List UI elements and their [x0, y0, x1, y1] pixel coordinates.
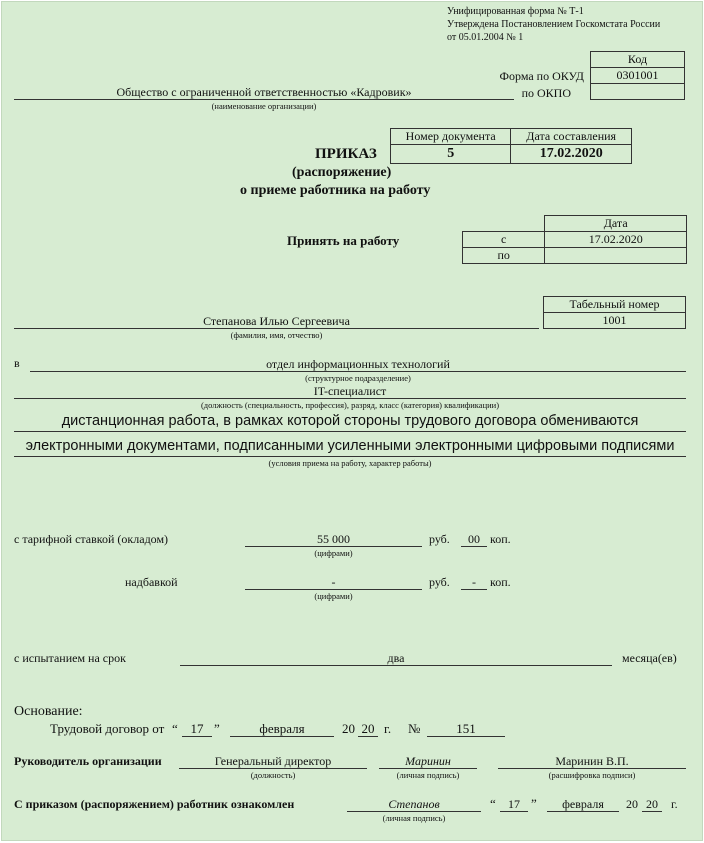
conditions-line1-rule [14, 431, 686, 432]
form-reference-line3: от 05.01.2004 № 1 [447, 32, 524, 43]
contract-month: февраля [259, 721, 305, 736]
contract-quote-close: ” [214, 721, 220, 736]
hire-to-label: по [463, 248, 545, 264]
manager-name-line [498, 768, 686, 769]
doc-title-desc: о приеме работника на работу [240, 183, 431, 198]
employee-name-line [14, 328, 539, 329]
doc-number: 5 [391, 145, 511, 164]
contract-number-line [427, 736, 505, 737]
department-line [30, 371, 686, 372]
contract-year-suffix: г. [384, 721, 392, 736]
document-table [390, 128, 632, 164]
code-header: Код [591, 52, 685, 68]
acknowledge-signature-caption: (личная подпись) [382, 813, 446, 823]
okpo-value [591, 84, 685, 100]
order-form-t1 [1, 1, 703, 841]
bonus-kop-value: - [472, 575, 476, 589]
form-reference [447, 5, 660, 44]
ack-quote-close: ” [531, 796, 537, 811]
hire-dates-corner [463, 216, 545, 232]
rate-label: с тарифной ставкой (окладом) [14, 532, 169, 546]
ack-month: февраля [562, 797, 604, 811]
acknowledge-label: С приказом (распоряжением) работник ознакомлен [14, 797, 295, 811]
codes-table [590, 51, 685, 100]
contract-year-prefix: 20 [342, 721, 355, 736]
rate-rub: руб. [429, 532, 450, 546]
bonus-kop: коп. [490, 575, 511, 589]
bonus-caption: (цифрами) [314, 591, 353, 601]
bonus-rub: руб. [429, 575, 450, 589]
probation-line [180, 665, 612, 666]
position-line [14, 398, 686, 399]
form-reference-line2: Утверждена Постановлением Госкомстата России [447, 19, 661, 30]
ack-day: 17 [508, 797, 520, 811]
hire-date-header: Дата [545, 216, 687, 232]
manager-position-line [179, 768, 367, 769]
manager-signature-caption: (личная подпись) [396, 770, 460, 780]
okpo-label: по ОКПО [521, 86, 571, 100]
department-caption: (структурное подразделение) [305, 373, 411, 383]
bonus-line [245, 589, 422, 590]
okud-label: Форма по ОКУД [499, 69, 584, 83]
manager-label: Руководитель организации [14, 754, 162, 768]
organization-name: Общество с ограниченной ответственностью «Кадровик» [116, 85, 412, 99]
ack-year-line [642, 811, 662, 812]
ack-year-prefix: 20 [626, 797, 638, 811]
okud-value: 0301001 [591, 68, 685, 84]
manager-signature: Маринин [405, 754, 451, 768]
rate-kop-value: 00 [468, 532, 480, 546]
hire-from-value: 17.02.2020 [545, 232, 687, 248]
organization-caption: (наименование организации) [211, 101, 317, 111]
conditions-line2-rule [14, 456, 686, 457]
hire-dates-table [462, 215, 687, 264]
tab-number-table [543, 296, 686, 329]
hire-to-value [545, 248, 687, 264]
doc-number-header: Номер документа [391, 129, 511, 145]
rate-caption: (цифрами) [314, 548, 353, 558]
conditions-line2: электронными документами, подписанными усиленными электронными цифровыми подписями [25, 438, 675, 454]
bonus-value: - [331, 575, 336, 589]
conditions-line1: дистанционная работа, в рамках которой стороны трудового договора обмениваются [61, 413, 639, 429]
bonus-kop-line [461, 589, 487, 590]
acknowledge-signature-line [347, 811, 481, 812]
manager-name-caption: (расшифровка подписи) [548, 770, 636, 780]
organization-line [14, 99, 514, 100]
doc-title: ПРИКАЗ [315, 146, 377, 162]
position-title: IT-специалист [313, 384, 387, 398]
ack-year: 20 [646, 797, 658, 811]
rate-kop-line [461, 546, 487, 547]
contract-day-line [182, 736, 212, 737]
rate-value: 55 000 [317, 532, 350, 546]
contract-year: 20 [361, 721, 375, 736]
manager-signature-line [379, 768, 477, 769]
contract-year-line [358, 736, 378, 737]
ack-year-suffix: г. [671, 797, 678, 811]
contract-quote-open: “ [172, 721, 178, 736]
probation-label: с испытанием на срок [14, 651, 126, 665]
position-caption: (должность (специальность, профессия), разряд, класс (категория) квалификации) [200, 400, 500, 410]
manager-position-caption: (должность) [250, 770, 296, 780]
form-reference-line1: Унифицированная форма № Т-1 [447, 6, 584, 17]
contract-month-line [230, 736, 334, 737]
tab-number-header: Табельный номер [544, 297, 686, 313]
rate-kop: коп. [490, 532, 511, 546]
conditions-caption: (условия приема на работу, характер работы) [268, 458, 432, 468]
ack-month-line [547, 811, 619, 812]
bonus-label: надбавкой [125, 575, 178, 589]
manager-position: Генеральный директор [214, 754, 332, 768]
contract-number: 151 [456, 721, 476, 736]
doc-date: 17.02.2020 [511, 145, 632, 164]
ack-quote-open: “ [490, 796, 496, 811]
contract-num-label: № [408, 721, 421, 736]
probation-value: два [387, 651, 405, 665]
employee-name: Степанова Илью Сергеевича [203, 314, 350, 328]
manager-name: Маринин В.П. [555, 754, 629, 768]
hire-from-label: с [463, 232, 545, 248]
ack-day-line [500, 811, 528, 812]
tab-number: 1001 [544, 313, 686, 329]
doc-date-header: Дата составления [511, 129, 632, 145]
basis-label: Основание: [14, 704, 83, 719]
contract-day: 17 [190, 721, 204, 736]
probation-unit: месяца(ев) [622, 651, 677, 665]
department: отдел информационных технологий [266, 357, 450, 371]
rate-line [245, 546, 422, 547]
acknowledge-signature: Степанов [388, 797, 440, 811]
in-label: в [14, 356, 20, 370]
doc-title-sub: (распоряжение) [292, 165, 392, 180]
contract-label: Трудовой договор от [50, 721, 165, 736]
hire-label: Принять на работу [287, 233, 400, 248]
employee-name-caption: (фамилия, имя, отчество) [230, 330, 323, 340]
